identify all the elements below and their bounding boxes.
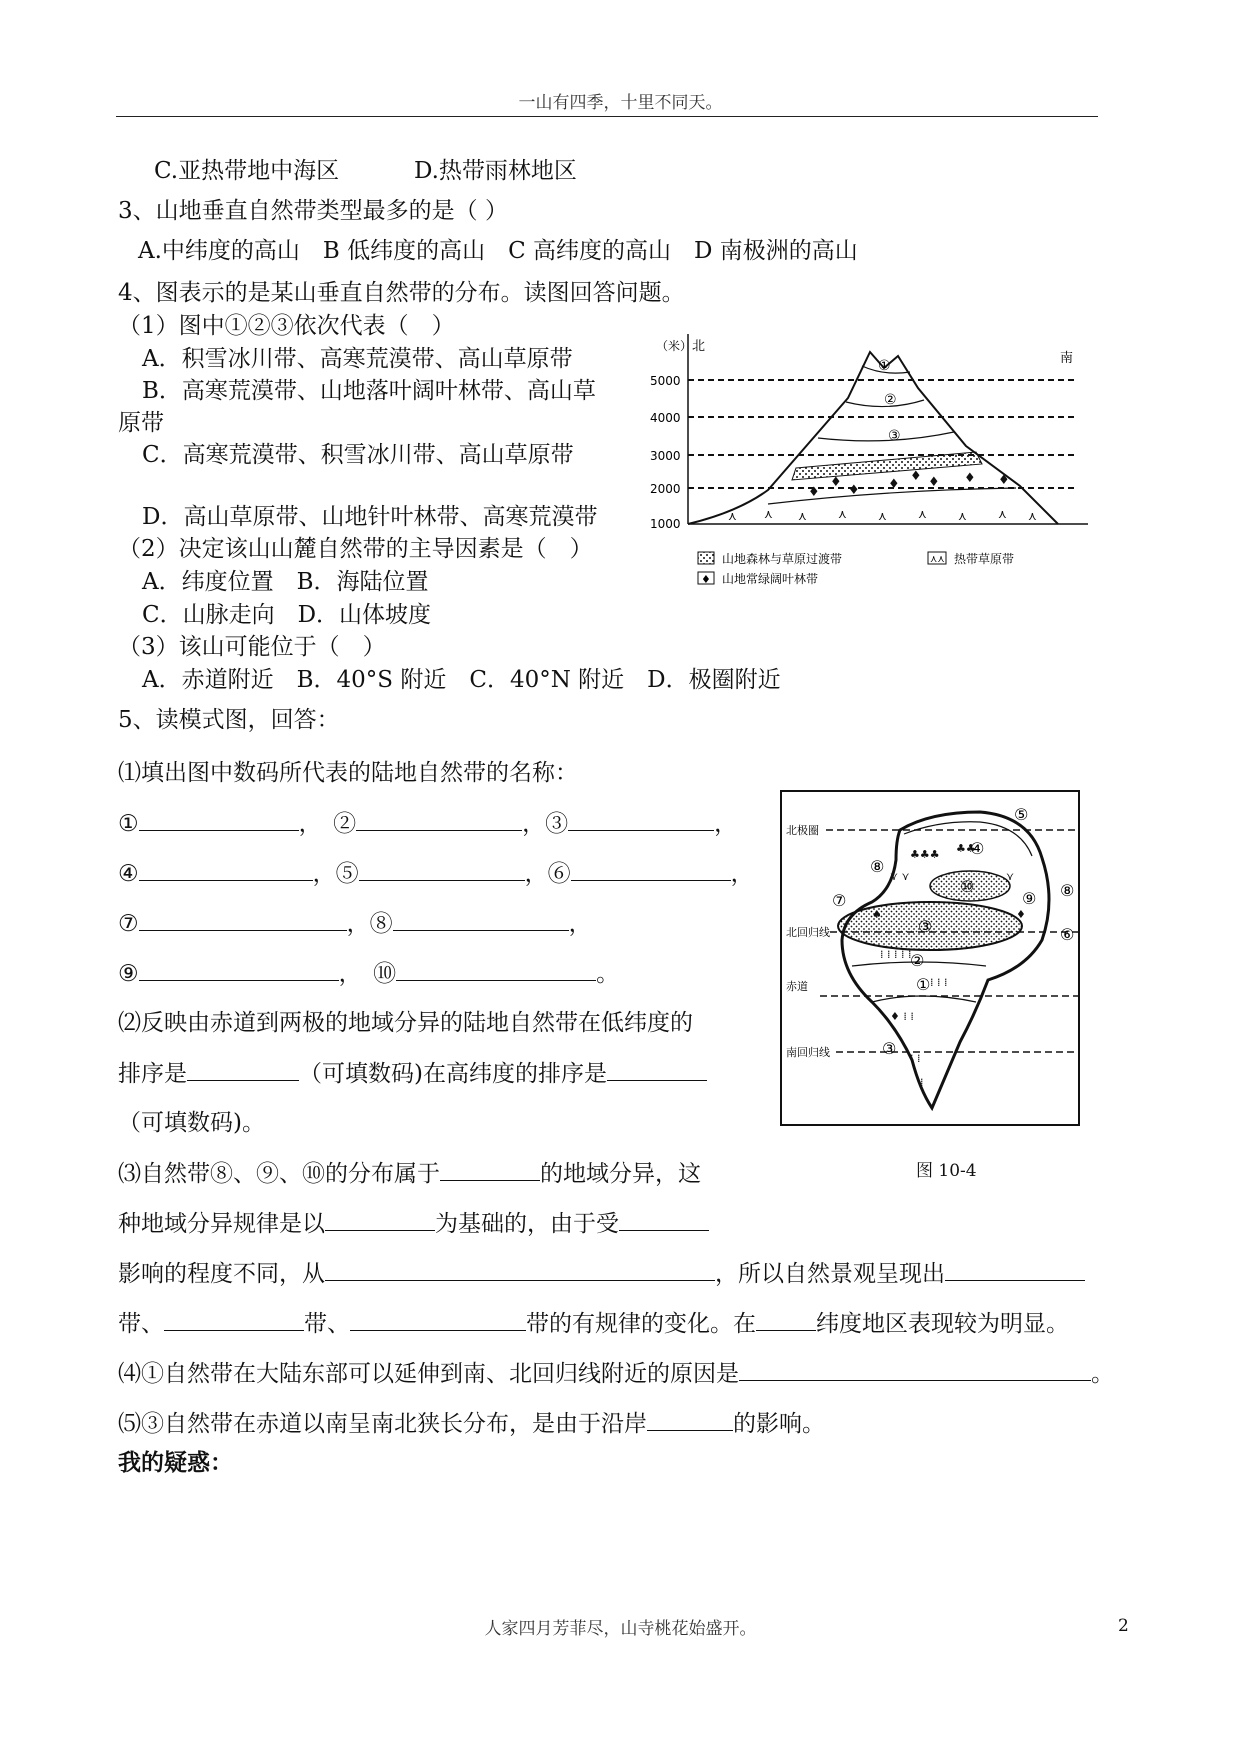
- q5-part2-line2: 排序是 （可填数码)在高纬度的排序是: [118, 1058, 707, 1089]
- transition-zone-band: [792, 452, 982, 480]
- q4-stem: 4、图表示的是某山垂直自然带的分布。读图回答问题。: [118, 280, 685, 306]
- figure-caption: 图 10-4: [916, 1161, 977, 1181]
- blank-zone-10[interactable]: [396, 958, 596, 981]
- blank-zone-3[interactable]: [568, 808, 714, 831]
- svg-text:⋏: ⋏: [878, 509, 887, 523]
- svg-text:⋏: ⋏: [798, 509, 807, 523]
- svg-text:⁞ ⁞: ⁞ ⁞: [910, 1052, 921, 1065]
- continent-zones-figure: [780, 790, 1080, 1126]
- q5-blank-row-4: ⑨ ， ⑩ 。: [118, 958, 619, 989]
- blank-high-latitude-order[interactable]: [607, 1058, 707, 1081]
- equator-label: 赤道: [786, 980, 808, 993]
- blank-reason[interactable]: [739, 1358, 1091, 1381]
- q5-part1: ⑴填出图中数码所代表的陆地自然带的名称：: [118, 760, 578, 786]
- svg-text:⋏: ⋏: [764, 507, 773, 521]
- blank-direction[interactable]: [325, 1258, 715, 1281]
- blank-landscape-3[interactable]: [350, 1308, 526, 1331]
- svg-text:♦: ♦: [848, 483, 860, 498]
- q4-part3: （3）该山可能位于（ ）: [118, 634, 386, 660]
- svg-text:♦: ♦: [1016, 908, 1026, 921]
- unit-label: （米）: [656, 339, 693, 353]
- q2-option-d: D.热带雨林地区: [414, 158, 577, 184]
- q3-options: A.中纬度的高山 B 低纬度的高山 C 高纬度的高山 D 南极洲的高山: [138, 238, 858, 264]
- svg-text:⋏: ⋏: [1028, 509, 1037, 523]
- q5-part4: ⑷①自然带在大陆东部可以延伸到南、北回归线附近的原因是 。: [118, 1358, 1114, 1389]
- page-footer: 人家四月芳菲尽，山寺桃花始盛开。: [484, 1619, 757, 1639]
- blank-landscape-2[interactable]: [164, 1308, 304, 1331]
- zone-7: ⑦: [832, 891, 847, 910]
- q4-p1-option-c: C．高寒荒漠带、积雪冰川带、高山草原带: [142, 442, 574, 468]
- blank-zone-4[interactable]: [139, 858, 313, 881]
- mountain-zonation-figure: [648, 328, 1088, 590]
- zone-8-east: ⑧: [1060, 881, 1075, 900]
- q3-stem: 3、山地垂直自然带类型最多的是（ ）: [118, 198, 508, 224]
- svg-text:♦: ♦: [964, 471, 976, 486]
- svg-text:⋏: ⋏: [958, 509, 967, 523]
- svg-text:♦: ♦: [830, 475, 842, 490]
- zone-5: ⑤: [1014, 805, 1029, 824]
- tick-2000: 2000: [650, 482, 681, 496]
- zone-1: ①: [916, 975, 931, 994]
- north-label: 北: [692, 339, 706, 354]
- svg-text:⁞: ⁞: [920, 1076, 924, 1089]
- q5-part3-line2: 种地域分异规律是以 为基础的，由于受: [118, 1208, 709, 1239]
- q5-stem: 5、读模式图，回答：: [118, 707, 340, 733]
- tick-4000: 4000: [650, 411, 681, 425]
- legend-dots-swatch: [698, 552, 714, 564]
- q4-p3-options: A．赤道附近 B．40°S 附近 C．40°N 附近 D．极圈附近: [142, 667, 781, 693]
- zone-1-label: ①: [878, 358, 891, 374]
- blank-zone-1[interactable]: [139, 808, 299, 831]
- svg-text:♦: ♦: [998, 473, 1010, 488]
- zone-3-south: ③: [882, 1039, 897, 1058]
- q5-part5: ⑸③自然带在赤道以南呈南北狭长分布，是由于沿岸 的影响。: [118, 1408, 825, 1439]
- tropic-south-label: 南回归线: [786, 1046, 830, 1059]
- tropic-north-label: 北回归线: [786, 926, 830, 939]
- zone-8-west: ⑧: [870, 857, 885, 876]
- zone-9: ⑨: [1022, 889, 1037, 908]
- svg-text:♠: ♠: [872, 908, 882, 921]
- legend-forest-grass: 山地森林与草原过渡带: [722, 552, 843, 566]
- savanna-symbols: [728, 507, 1037, 523]
- zone-6: ⑥: [1060, 925, 1075, 944]
- svg-text:♦: ♦: [701, 573, 711, 586]
- header-rule: [116, 116, 1098, 117]
- tick-3000: 3000: [650, 449, 681, 463]
- blank-landscape-1[interactable]: [945, 1258, 1085, 1281]
- svg-text:⋎: ⋎: [1006, 870, 1015, 883]
- svg-text:⁞ ⁞ ⁞ ⁞ ⁞: ⁞ ⁞ ⁞ ⁞ ⁞: [880, 948, 912, 961]
- blank-zone-7[interactable]: [139, 908, 347, 931]
- blank-latitude[interactable]: [756, 1308, 816, 1331]
- doubts-heading: 我的疑惑：: [118, 1449, 233, 1476]
- page-number: 2: [1118, 1616, 1129, 1636]
- svg-text:♦ ⁞ ⁞: ♦ ⁞ ⁞: [890, 1010, 914, 1023]
- zone-3-north: ③: [918, 917, 933, 936]
- q4-part2: （2）决定该山山麓自然带的主导因素是（ ）: [118, 536, 593, 562]
- q4-p2-options-cd: C．山脉走向 D．山体坡度: [142, 602, 432, 628]
- legend-savanna: 热带草原带: [954, 552, 1015, 566]
- tick-1000: 1000: [650, 517, 681, 531]
- q5-blank-row-2: ④ ，⑤ ，⑥ ，: [118, 858, 754, 889]
- q4-p1-option-b: B．高寒荒漠带、山地落叶阔叶林带、高山草: [142, 378, 596, 404]
- svg-text:⋏: ⋏: [838, 507, 847, 521]
- blank-influence[interactable]: [619, 1208, 709, 1231]
- page-header: 一山有四季，十里不同天。: [518, 93, 723, 113]
- q5-part3-line3: 影响的程度不同，从 ，所以自然景观呈现出: [118, 1258, 1085, 1289]
- svg-text:⋎ ⋎: ⋎ ⋎: [890, 870, 910, 883]
- zone-2: ②: [910, 951, 925, 970]
- q5-blank-row-1: ① ， ② ，③ ，: [118, 808, 737, 839]
- tick-5000: 5000: [650, 374, 681, 388]
- mountain-profile: [688, 352, 1058, 524]
- legend-evergreen: 山地常绿阔叶林带: [722, 572, 819, 586]
- svg-text:♦: ♦: [910, 469, 922, 484]
- zone-3-label: ③: [888, 428, 901, 444]
- blank-zone-9[interactable]: [139, 958, 339, 981]
- svg-text:♦: ♦: [928, 475, 940, 490]
- arctic-circle-label: 北极圈: [786, 824, 819, 837]
- zone-10: ⑩: [960, 877, 975, 896]
- q5-part3-line1: ⑶自然带⑧、⑨、⑩的分布属于 的地域分异，这: [118, 1158, 701, 1189]
- blank-low-latitude-order[interactable]: [187, 1058, 299, 1081]
- svg-text:⁞ ⁞ ⁞: ⁞ ⁞ ⁞: [930, 976, 948, 989]
- q4-p1-option-a: A．积雪冰川带、高寒荒漠带、高山草原带: [142, 346, 573, 372]
- svg-text:⋏: ⋏: [918, 507, 927, 521]
- svg-text:⋏: ⋏: [728, 509, 737, 523]
- svg-text:♣♣: ♣♣: [956, 842, 976, 855]
- q4-p1-option-d: D．高山草原带、山地针叶林带、高寒荒漠带: [142, 504, 598, 530]
- blank-differentiation-type[interactable]: [440, 1158, 540, 1181]
- q5-part2-line1: ⑵反映由赤道到两极的地域分异的陆地自然带在低纬度的: [118, 1010, 693, 1036]
- q2-option-c: C.亚热带地中海区: [154, 158, 340, 184]
- blank-zone-2[interactable]: [356, 808, 522, 831]
- zone-2-label: ②: [884, 392, 897, 408]
- blank-zone-8[interactable]: [393, 908, 569, 931]
- blank-basis[interactable]: [325, 1208, 435, 1231]
- svg-text:♣♣♣: ♣♣♣: [910, 848, 940, 861]
- q4-p1-option-b-cont: 原带: [118, 410, 164, 436]
- q4-p2-options-ab: A．纬度位置 B．海陆位置: [142, 569, 429, 595]
- blank-zone-6[interactable]: [571, 858, 731, 881]
- q5-part3-line4: 带、 带、 带的有规律的变化。在 纬度地区表现较为明显。: [118, 1308, 1069, 1339]
- q5-part2-line3: （可填数码)。: [118, 1110, 265, 1136]
- south-label: 南: [1060, 351, 1074, 366]
- svg-text:♦: ♦: [808, 485, 820, 500]
- q5-blank-row-3: ⑦ ，⑧ ，: [118, 908, 592, 939]
- svg-text:⋏⋏: ⋏⋏: [930, 554, 945, 565]
- q4-part1: （1）图中①②③依次代表（ ）: [118, 313, 455, 339]
- blank-zone-5[interactable]: [359, 858, 525, 881]
- svg-text:♦: ♦: [888, 477, 900, 492]
- zone-4: ④: [970, 839, 985, 858]
- blank-current[interactable]: [647, 1408, 733, 1431]
- svg-text:⋏: ⋏: [998, 507, 1007, 521]
